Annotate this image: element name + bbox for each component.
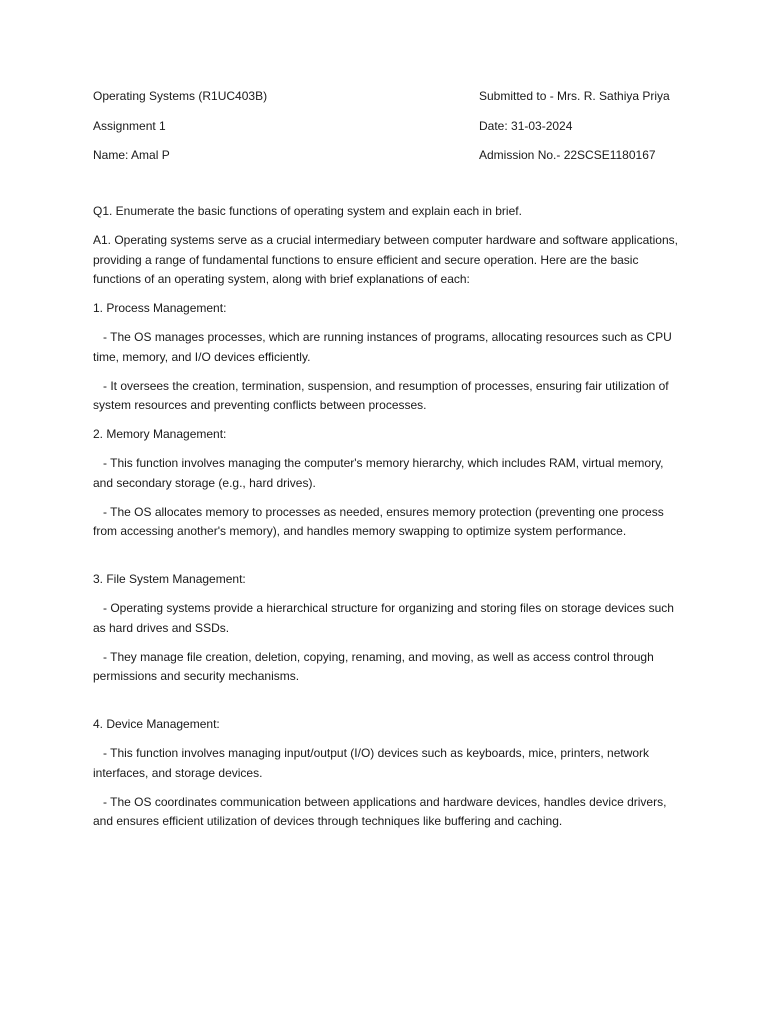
section-point: - This function involves managing input/output (I/O) devices such as keyboards, mice, printers, network interfaces, and storage devices. [93, 746, 653, 780]
header-row-2 [93, 117, 683, 147]
submitted-to: Submitted to - Mrs. R. Sathiya Priya [479, 89, 670, 103]
student-name: Name: Amal P [93, 148, 170, 162]
section-point: - The OS coordinates communication between applications and hardware devices, handles device drivers, and ensures efficient utilization of devices through techniques like buffering and caching. [93, 794, 670, 828]
section-heading-memory: 2. Memory Management: [93, 427, 227, 441]
blank-line [93, 551, 683, 570]
section-point: - The OS manages processes, which are running instances of programs, allocating resources such as CPU time, memory, and I/O devices efficiently. [93, 330, 676, 364]
header-row-1 [93, 87, 683, 117]
submission-date: Date: 31-03-2024 [479, 118, 573, 133]
section-heading-file-system: 3. File System Management: [93, 572, 246, 586]
blank-line [93, 696, 683, 715]
course-title: Operating Systems (R1UC403B) [93, 89, 268, 103]
document-body [93, 202, 683, 841]
header-row-3 [93, 146, 683, 176]
document-header [93, 87, 683, 176]
section-heading-device: 4. Device Management: [93, 717, 220, 731]
section-point: - They manage file creation, deletion, copying, renaming, and moving, as well as access control through permissions and security mechanisms. [93, 649, 658, 683]
section-heading-process: 1. Process Management: [93, 301, 227, 315]
section-point: - It oversees the creation, termination, suspension, and resumption of processes, ensuring fair utilization of system resources and preventing conflicts between processes. [93, 378, 672, 412]
question-text: Q1. Enumerate the basic functions of operating system and explain each in brief. [93, 204, 522, 218]
admission-number: Admission No.- 22SCSE1180167 [479, 148, 656, 162]
section-point: - The OS allocates memory to processes as needed, ensures memory protection (preventing one process from accessing another's memory), and handles memory swapping to optimize system performance. [93, 504, 668, 538]
assignment-label: Assignment 1 [93, 118, 166, 133]
section-point: - This function involves managing the computer's memory hierarchy, which includes RAM, virtual memory, and secondary storage (e.g., hard drives). [93, 456, 667, 490]
section-point: - Operating systems provide a hierarchical structure for organizing and storing files on storage devices such as hard drives and SSDs. [93, 601, 678, 635]
answer-intro: A1. Operating systems serve as a crucial intermediary between computer hardware and software applications, providing a range of fundamental functions to ensure efficient and secure operation. Here are the basic functions of an operating system, along with brief explanations of each: [93, 233, 678, 286]
